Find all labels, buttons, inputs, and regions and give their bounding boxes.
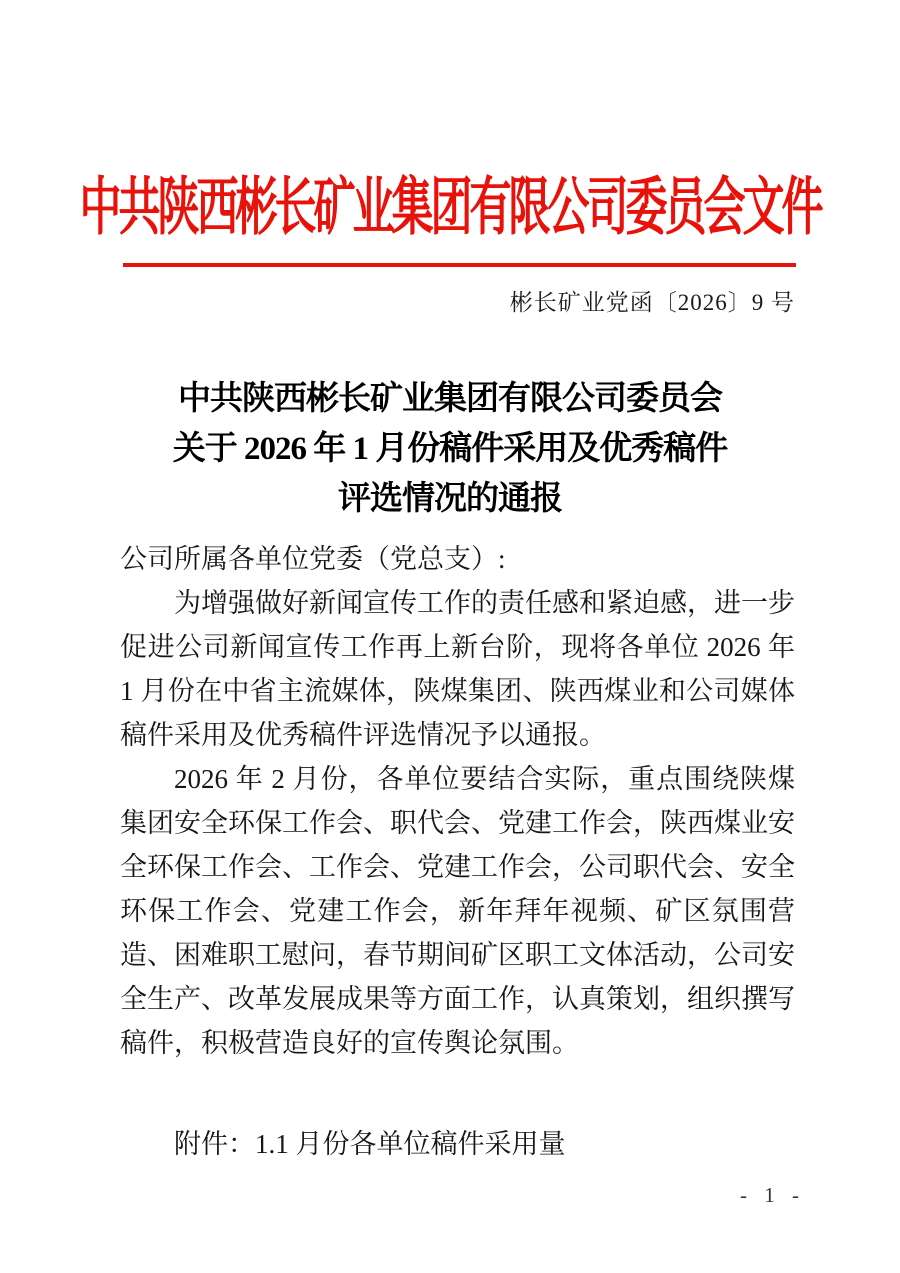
letterhead-org-title: 中共陕西彬长矿业集团有限公司委员会文件 xyxy=(79,174,821,244)
attachment-line: 附件：1.1 月份各单位稿件采用量 xyxy=(174,1129,566,1159)
title-line-3: 评选情况的通报 xyxy=(338,481,562,517)
title-line-1: 中共陕西彬长矿业集团有限公司委员会 xyxy=(178,381,722,417)
page-number: - 1 - xyxy=(740,1183,805,1207)
body-paragraph-1: 为增强做好新闻宣传工作的责任感和紧迫感，进一步促进公司新闻宣传工作再上新台阶，现将各单位 2026 年 1 月份在中省主流媒体，陕煤集团、陕西煤业和公司媒体稿件采用及优秀稿件评选情况予以通报。 xyxy=(120,588,795,750)
body-paragraph-2: 2026 年 2 月份，各单位要结合实际，重点围绕陕煤集团安全环保工作会、职代会、党建工作会，陕西煤业安全环保工作会、工作会、党建工作会，公司职代会、安全环保工作会、党建工作会，新年拜年视频、矿区氛围营造、困难职工慰问，春节期间矿区职工文体活动，公司安全生产、改革发展成果等方面工作，认真策划，组织撰写稿件，积极营造良好的宣传舆论氛围。 xyxy=(120,764,795,1058)
title-line-2: 关于 2026 年 1 月份稿件采用及优秀稿件 xyxy=(172,431,728,467)
document-number: 彬长矿业党函〔2026〕9 号 xyxy=(509,290,795,315)
letterhead-divider-line xyxy=(123,263,796,267)
salutation-line: 公司所属各单位党委（党总支）: xyxy=(120,544,506,574)
document-title xyxy=(0,374,900,524)
document-body xyxy=(120,537,795,1166)
